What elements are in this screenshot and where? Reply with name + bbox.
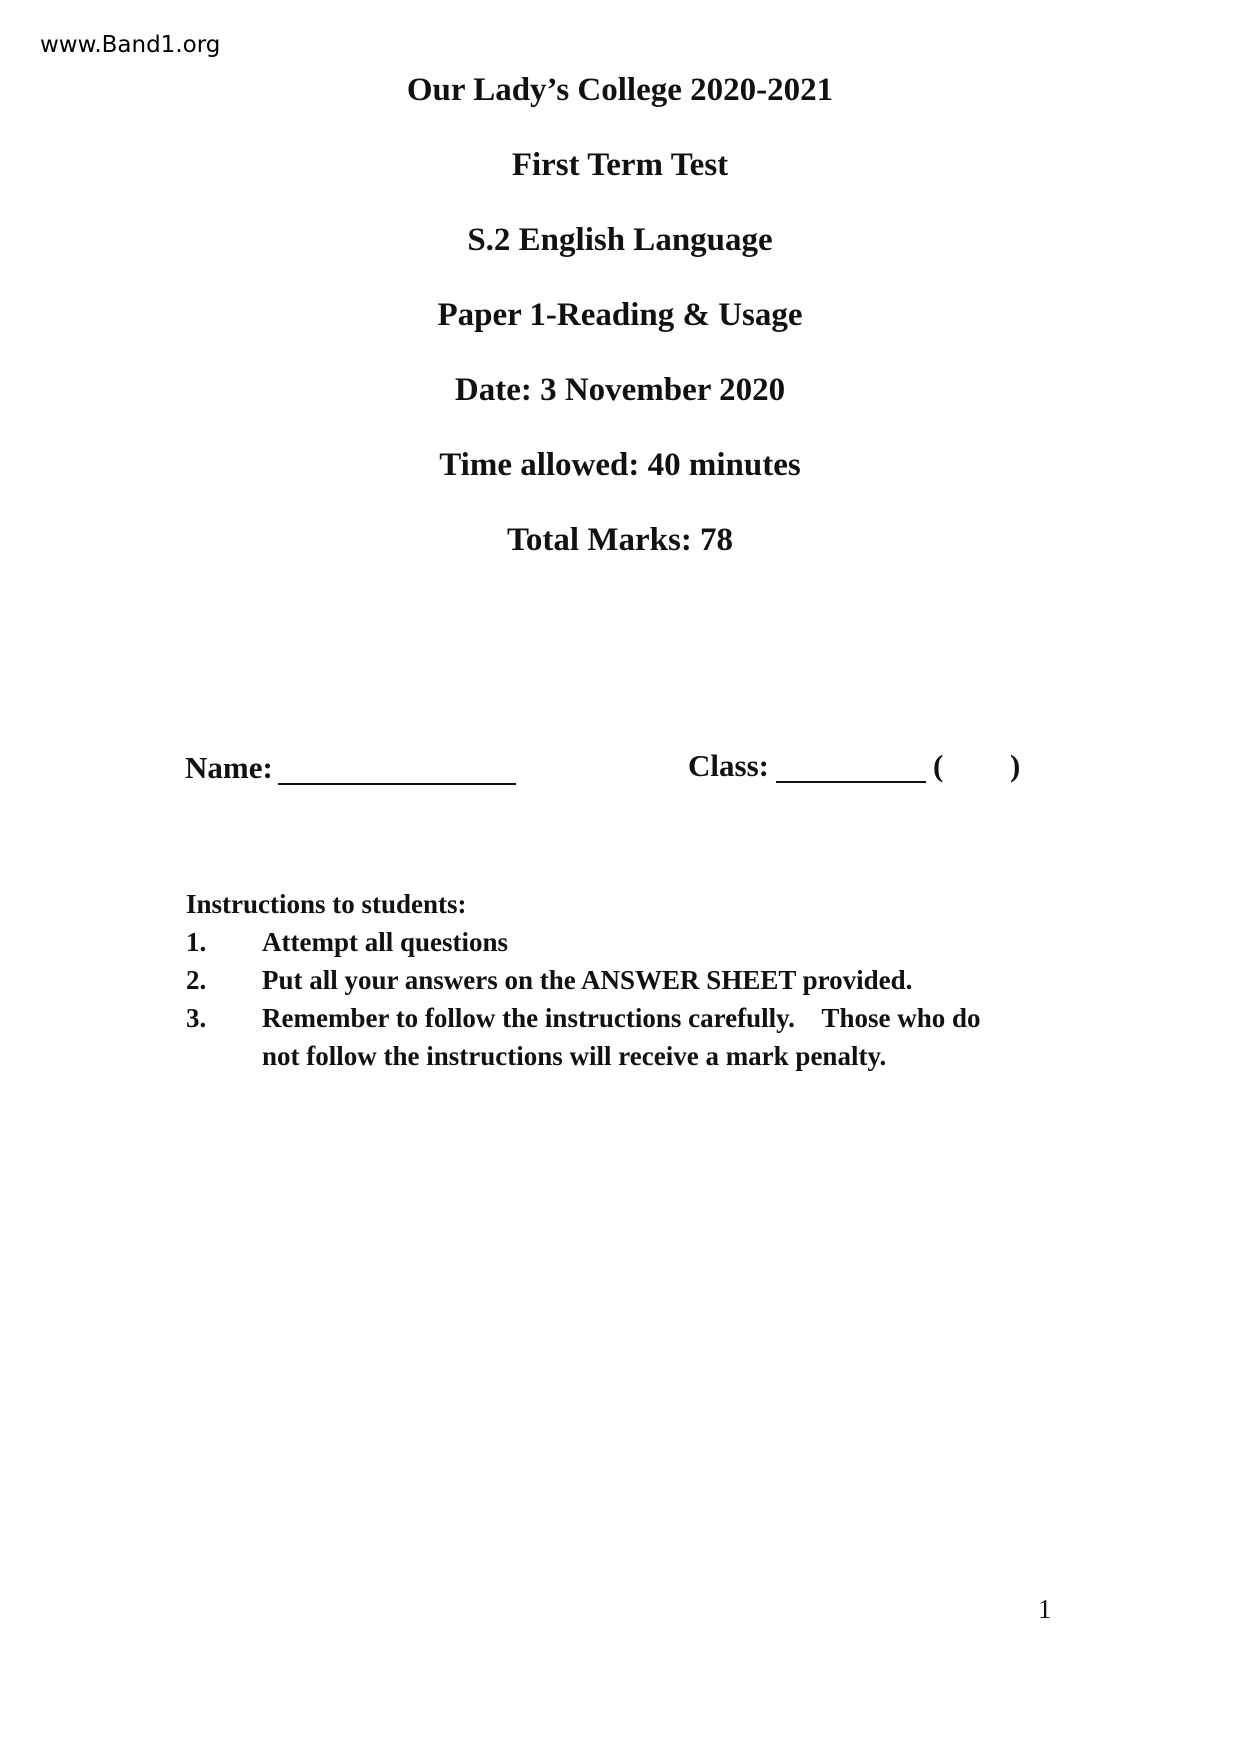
watermark-url: www.Band1.org <box>40 32 221 58</box>
instruction-item <box>186 923 509 961</box>
page-number: 1 <box>1038 1594 1052 1624</box>
test-title: First Term Test <box>511 147 729 183</box>
school-title: Our Lady’s College 2020-2021 <box>406 72 834 108</box>
class-number-close-paren: ) <box>1010 748 1021 783</box>
instruction-text: Attempt all questions <box>262 927 509 957</box>
instruction-item <box>186 961 913 999</box>
subject-title: S.2 English Language <box>467 222 773 258</box>
paper-title: Paper 1-Reading & Usage <box>437 297 803 333</box>
instruction-item <box>186 999 981 1037</box>
time-allowed: Time allowed: 40 minutes <box>439 447 801 483</box>
class-blank-line[interactable] <box>776 781 926 783</box>
instruction-text: not follow the instructions will receive a mark penalty. <box>262 1041 887 1071</box>
total-marks: Total Marks: 78 <box>506 522 734 558</box>
class-number-open-paren: ( <box>933 748 944 783</box>
name-label: Name: <box>185 750 273 785</box>
class-label: Class: <box>688 748 769 783</box>
instruction-text: Put all your answers on the ANSWER SHEET provided. <box>262 965 913 995</box>
instruction-number: 1. <box>186 927 207 957</box>
instructions-heading: Instructions to students: <box>186 889 467 919</box>
test-date: Date: 3 November 2020 <box>454 372 786 408</box>
instructions-block <box>186 885 981 1075</box>
instruction-number: 3. <box>186 1003 207 1033</box>
instruction-number: 2. <box>186 965 207 995</box>
instruction-item-continuation <box>186 1037 887 1075</box>
instruction-text: Remember to follow the instructions carefully. Those who do <box>262 1003 981 1033</box>
name-blank-line[interactable] <box>278 783 516 785</box>
